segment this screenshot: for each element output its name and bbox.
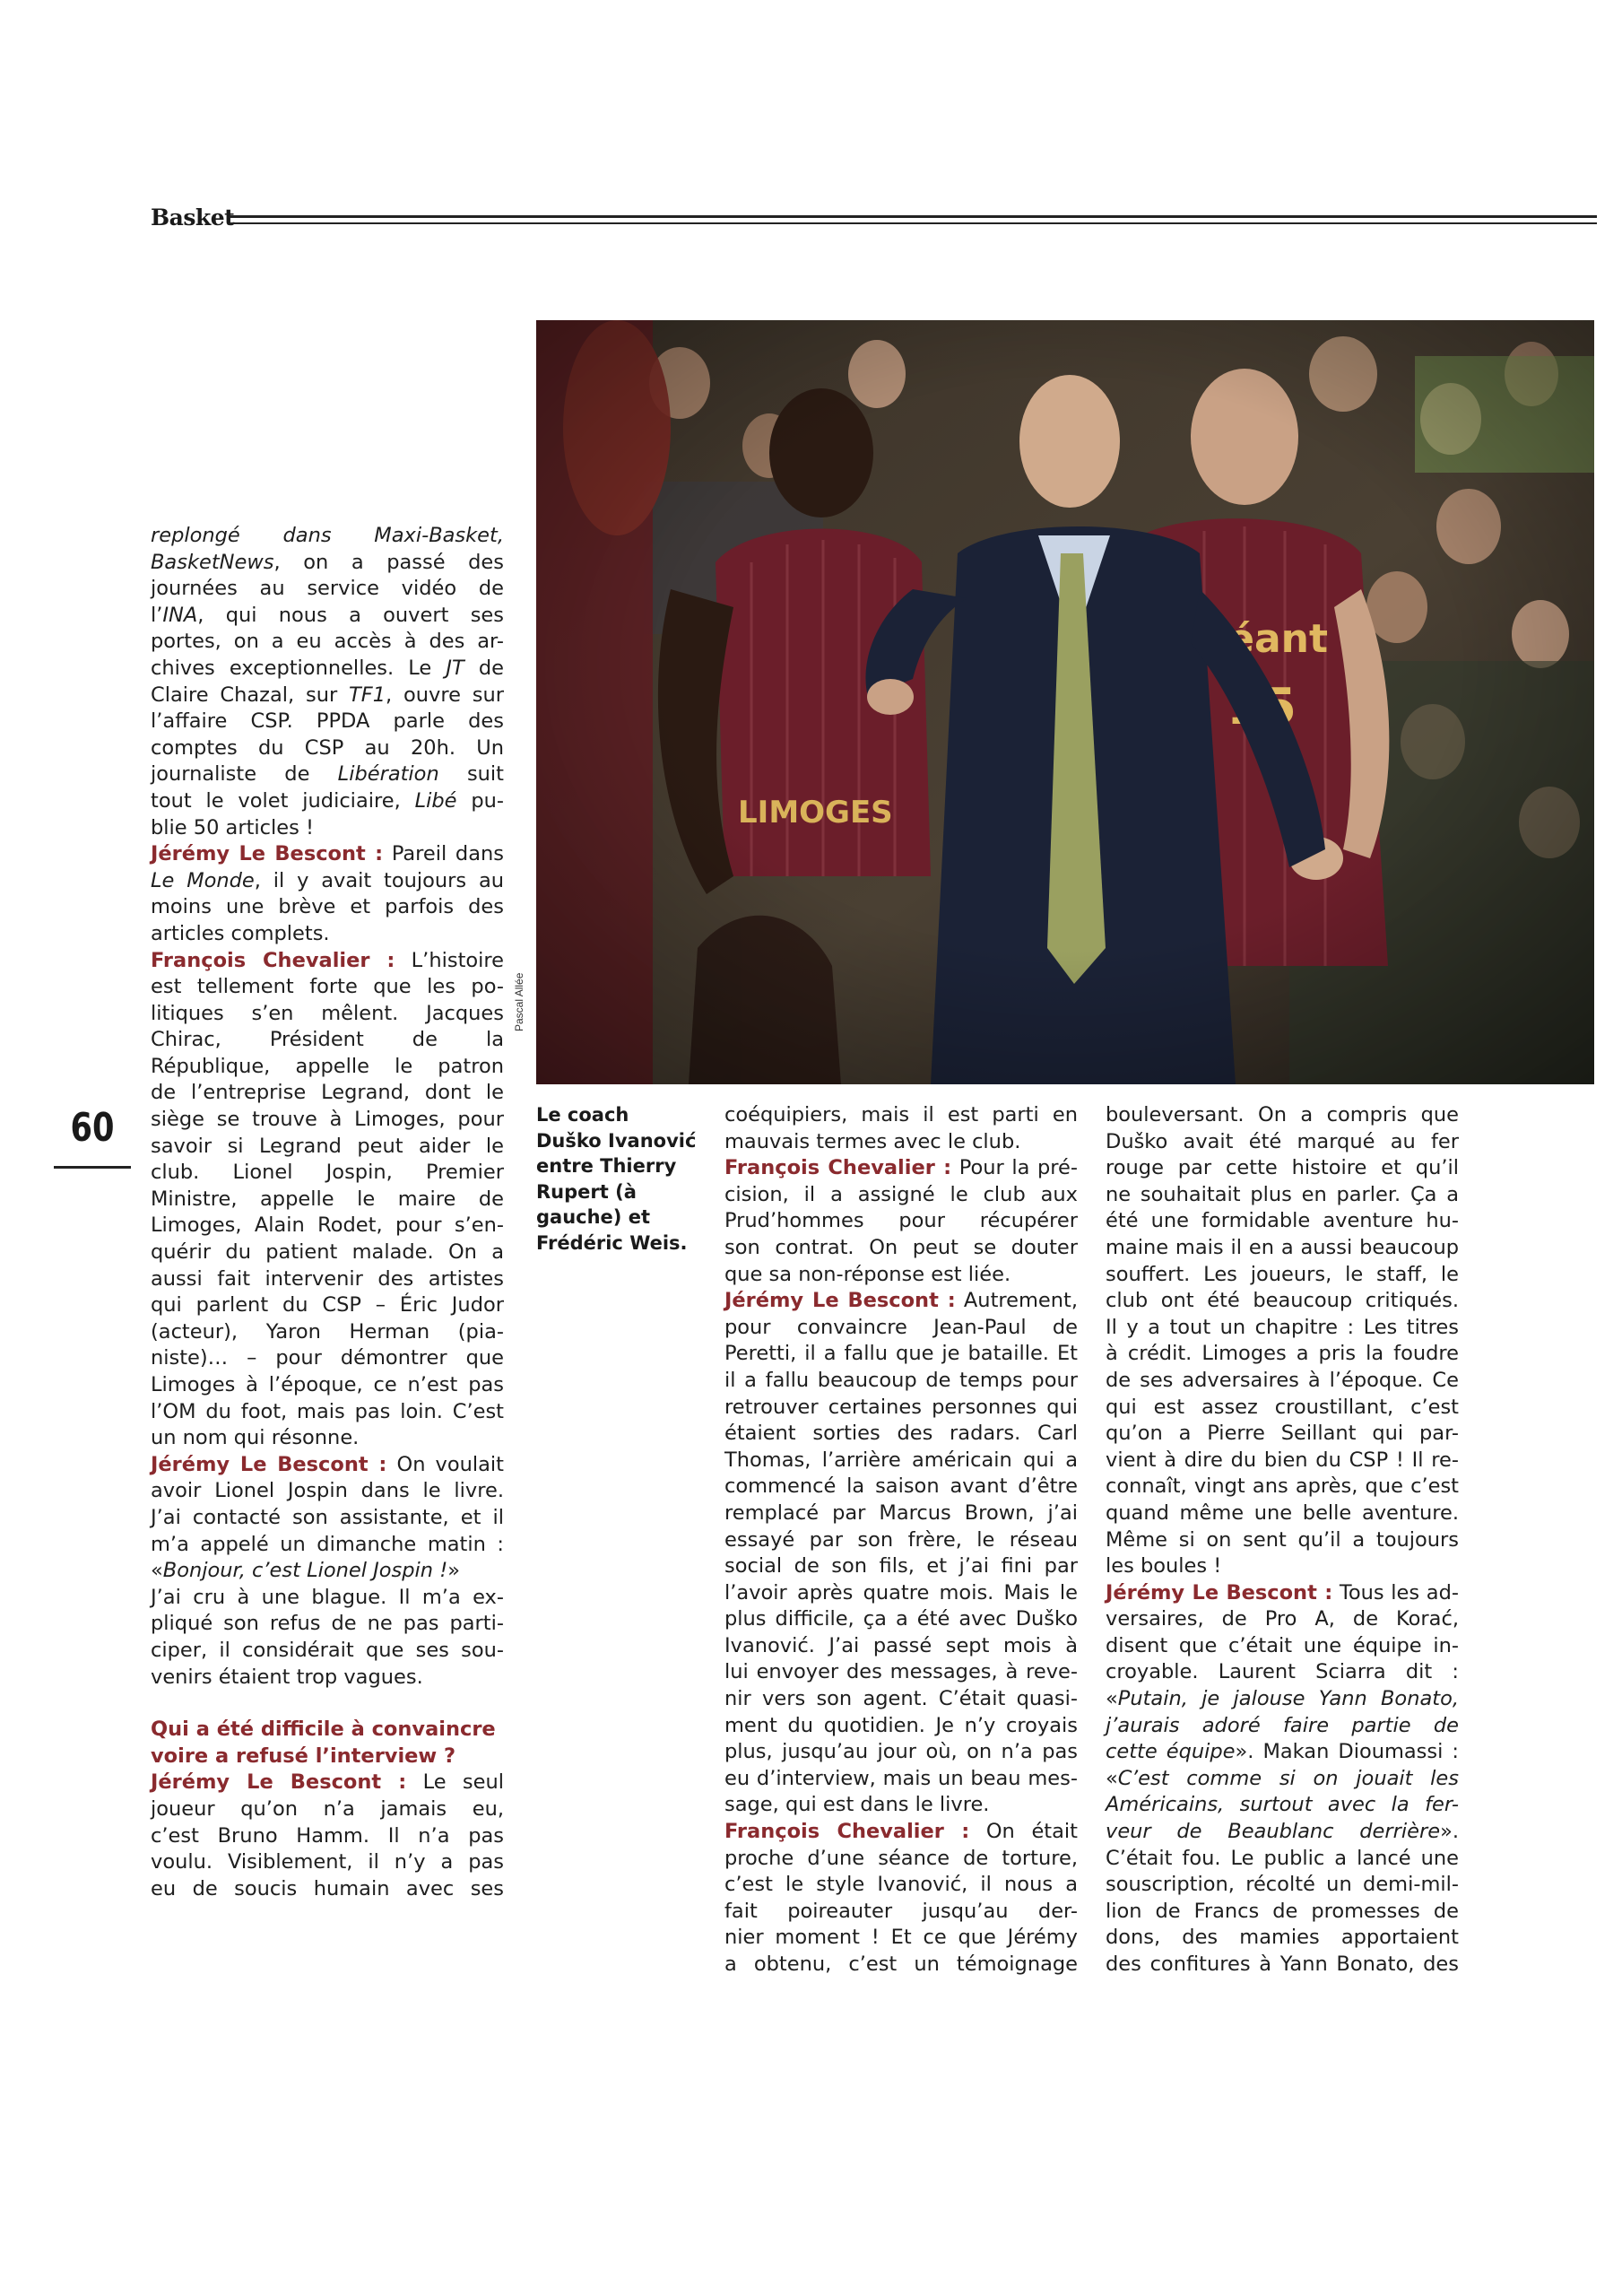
section-label: Basket [151, 204, 235, 230]
body-text: venirs étaient trop vagues. [151, 1665, 423, 1689]
caption-line: entre Thierry [536, 1155, 677, 1177]
text-line [724, 1474, 1078, 1500]
text-line [1106, 1474, 1459, 1500]
caption-line: Duško Ivanović [536, 1129, 697, 1152]
body-text: Pareil dans [383, 842, 504, 866]
article-column-3 [1106, 1102, 1459, 1979]
text-line [151, 1027, 504, 1054]
body-text: est tellement forte que les po- [151, 975, 504, 999]
text-line [151, 1849, 504, 1876]
question-heading: voire a refusé l’interview ? [151, 1744, 456, 1768]
body-text: litiques s’en mêlent. Jacques [151, 1001, 504, 1025]
header-rule-top [230, 215, 1597, 218]
body-text: qu’on a Pierre Seillant qui par- [1106, 1422, 1459, 1446]
body-text: souscription, récolté un demi-mil- [1106, 1873, 1459, 1897]
body-text: L’histoire [395, 948, 505, 972]
body-text: Autrement, [955, 1289, 1078, 1313]
body-text: club ont été beaucoup critiqués. [1106, 1289, 1459, 1313]
text-line [724, 1315, 1078, 1342]
body-text: un nom qui résonne. [151, 1426, 360, 1450]
body-text: Ivanović. J’ai passé sept mois à [724, 1633, 1078, 1657]
text-line [1106, 1129, 1459, 1156]
body-text: croyable. Laurent Sciarra dit : [1106, 1660, 1459, 1684]
text-line [151, 894, 504, 921]
body-text: Prud’hommes pour récupérer [724, 1209, 1078, 1233]
text-line [151, 1080, 504, 1107]
body-text: disent que c’était une équipe in- [1106, 1633, 1459, 1657]
text-line [151, 815, 504, 842]
photo-credit: Pascal Allée [513, 972, 525, 1031]
text-line [151, 1478, 504, 1505]
text-line [1106, 1341, 1459, 1368]
text-line [724, 1182, 1078, 1209]
body-text: sage, qui est dans le livre. [724, 1793, 990, 1817]
speaker-name: Jérémy Le Bescont : [1106, 1580, 1333, 1605]
text-line [151, 629, 504, 656]
text-line [1106, 1500, 1459, 1527]
body-text: connaît, vingt ans après, que c’est [1106, 1474, 1459, 1499]
body-text: Chirac, Président de la [151, 1028, 504, 1052]
text-line [151, 1425, 504, 1452]
italic-text: replongé dans Maxi-Basket, [151, 524, 504, 547]
body-text: joueur qu’on n’a jamais eu, [151, 1796, 504, 1821]
text-line [151, 1585, 504, 1612]
text-line [151, 1266, 504, 1293]
body-text: « [1106, 1687, 1118, 1711]
page-number-rule [54, 1166, 131, 1169]
body-text: J’ai cru à une blague. Il m’a ex- [151, 1585, 504, 1609]
body-text: nir vers son agent. C’était quasi- [724, 1687, 1078, 1711]
caption-line: Le coach [536, 1104, 629, 1126]
text-line [724, 1500, 1078, 1527]
text-line [724, 1925, 1078, 1952]
text-line [724, 1368, 1078, 1395]
body-text: niste)… – pour démontrer que [151, 1346, 504, 1370]
body-text: de l’entreprise Legrand, dont le [151, 1081, 504, 1105]
text-line [724, 1527, 1078, 1554]
text-line [724, 1395, 1078, 1422]
body-text: eu d’interview, mais un beau mes- [724, 1766, 1078, 1790]
text-line [1106, 1315, 1459, 1342]
body-text: Même si on sent qu’il a toujours [1106, 1527, 1459, 1552]
body-text: Pour la pré- [951, 1156, 1078, 1180]
text-line [724, 1846, 1078, 1873]
text-line [724, 1792, 1078, 1819]
text-line [151, 1744, 504, 1770]
body-text: plus difficile, ça a été avec Duško [724, 1607, 1078, 1631]
body-text: journées au service vidéo de [151, 577, 504, 601]
body-text: lui envoyer des messages, à reve- [724, 1660, 1078, 1684]
speaker-name: François Chevalier : [724, 1820, 970, 1844]
body-text: c’est Bruno Hamm. Il n’a pas [151, 1823, 504, 1848]
body-text: retrouver certaines personnes qui [724, 1395, 1078, 1419]
body-text: aussi fait intervenir des artistes [151, 1266, 504, 1291]
italic-text: C’est comme si on jouait les [1117, 1766, 1459, 1790]
text-line [151, 788, 504, 815]
body-text: pu- [456, 788, 504, 813]
text-line [1106, 1872, 1459, 1899]
text-line [151, 1213, 504, 1239]
body-text: avoir Lionel Jospin dans le livre. [151, 1479, 504, 1503]
body-text: étaient sorties des radars. Carl [724, 1422, 1078, 1446]
body-text: République, appelle le patron [151, 1054, 504, 1078]
body-text: il a fallu beaucoup de temps pour [724, 1368, 1078, 1392]
text-line [1106, 1553, 1459, 1580]
body-text: Limoges, Alain Rodet, pour s’en- [151, 1213, 504, 1238]
text-line [724, 1819, 1078, 1846]
text-line [1106, 1421, 1459, 1448]
text-line [151, 1532, 504, 1559]
body-text: Limoges à l’époque, ce n’est pas [151, 1373, 504, 1396]
text-line [151, 921, 504, 948]
body-text: qui est assez croustillant, c’est [1106, 1395, 1459, 1419]
text-line [1106, 1235, 1459, 1262]
body-text: essayé par son frère, le réseau [724, 1527, 1078, 1552]
text-line [1106, 1102, 1459, 1129]
text-line [151, 1611, 504, 1638]
italic-text: cette équipe [1106, 1740, 1236, 1764]
text-line [1106, 1686, 1459, 1713]
body-text: social de son fils, et j’ai fini par [724, 1554, 1078, 1578]
italic-text: Le Monde [151, 868, 255, 892]
body-text: cision, il a assigné le club aux [724, 1182, 1078, 1206]
body-text: savoir si Legrand peut aider le [151, 1134, 504, 1158]
caption-line: Rupert (à [536, 1180, 637, 1203]
text-line [151, 1505, 504, 1532]
body-text: ne souhaitait plus en parler. Ça a [1106, 1182, 1459, 1206]
text-line [724, 1713, 1078, 1740]
text-line [151, 1001, 504, 1028]
body-text: mauvais termes avec le club. [724, 1129, 1021, 1153]
caption-line: gauche) et [536, 1206, 650, 1228]
text-line [724, 1235, 1078, 1262]
body-text: blie 50 articles ! [151, 815, 315, 839]
text-line [724, 1580, 1078, 1607]
page-number: 60 [70, 1105, 115, 1151]
text-line [1106, 1527, 1459, 1554]
body-text: moins une brève et parfois des [151, 895, 504, 919]
body-text: l’ [151, 603, 163, 627]
body-text: maine mais il en a aussi beaucoup [1106, 1235, 1459, 1259]
text-line [151, 1876, 504, 1903]
text-line [151, 1292, 504, 1319]
body-text: à crédit. Limoges a pris la foudre [1106, 1342, 1459, 1366]
text-line [1106, 1182, 1459, 1209]
text-line [724, 1288, 1078, 1315]
text-line [151, 1452, 504, 1479]
body-text: dons, des mamies apportaient [1106, 1926, 1459, 1950]
body-text: club. Lionel Jospin, Premier [151, 1161, 504, 1185]
text-line [151, 576, 504, 603]
body-text: portes, on a eu accès à des ar- [151, 630, 504, 654]
body-text: On voulait [386, 1452, 504, 1476]
body-text: lion de Francs de promesses de [1106, 1899, 1459, 1923]
text-line [724, 1766, 1078, 1793]
text-line [1106, 1766, 1459, 1793]
body-text: de ses adversaires à l’époque. Ce [1106, 1368, 1459, 1392]
text-line [151, 868, 504, 895]
caption-line: Frédéric Weis. [536, 1231, 688, 1254]
text-line [151, 1107, 504, 1134]
text-line [151, 1345, 504, 1372]
italic-text: TF1 [349, 683, 386, 707]
text-line [724, 1421, 1078, 1448]
body-text: Thomas, l’arrière américain qui a [724, 1448, 1078, 1472]
text-line [151, 1239, 504, 1266]
text-line [1106, 1155, 1459, 1182]
text-line [724, 1659, 1078, 1686]
text-line [724, 1606, 1078, 1633]
text-line [724, 1129, 1078, 1156]
text-line [1106, 1288, 1459, 1315]
body-text: nier moment ! Et ce que Jérémy [724, 1926, 1078, 1950]
text-line [1106, 1846, 1459, 1873]
question-heading: Qui a été difficile à convaincre [151, 1718, 496, 1742]
text-line [724, 1155, 1078, 1182]
italic-text: Libé [414, 788, 457, 813]
body-text: chives exceptionnelles. Le [151, 656, 447, 680]
text-line [724, 1208, 1078, 1235]
body-text: Le seul [406, 1770, 504, 1795]
header-rule-bottom [230, 222, 1597, 224]
text-line [724, 1553, 1078, 1580]
paragraph-gap [151, 1691, 504, 1717]
body-text: suit [438, 762, 504, 787]
text-line [1106, 1262, 1459, 1289]
text-line [724, 1872, 1078, 1899]
body-text: été une formidable aventure hu- [1106, 1209, 1459, 1233]
text-line [724, 1899, 1078, 1926]
text-line [1106, 1633, 1459, 1660]
body-text: c’est le style Ivanović, il nous a [724, 1873, 1078, 1897]
body-text: ment du quotidien. Je n’y croyais [724, 1713, 1078, 1737]
text-line [1106, 1819, 1459, 1846]
speaker-name: Jérémy Le Bescont : [724, 1289, 956, 1313]
body-text: Claire Chazal, sur [151, 683, 350, 707]
body-text: C’était fou. Le public a lancé une [1106, 1846, 1459, 1870]
text-line [1106, 1899, 1459, 1926]
body-text: ». Makan Dioumassi : [1235, 1740, 1459, 1764]
text-line [1106, 1739, 1459, 1766]
body-text: l’OM du foot, mais pas loin. C’est [151, 1399, 504, 1423]
italic-text: j’aurais adoré faire partie de [1106, 1713, 1459, 1737]
text-line [1106, 1580, 1459, 1607]
speaker-name: Jérémy Le Bescont : [151, 1770, 407, 1795]
italic-text: BasketNews [151, 550, 274, 574]
body-text: proche d’une séance de torture, [724, 1846, 1078, 1870]
italic-text: Libération [337, 762, 439, 787]
body-text: des confitures à Yann Bonato, des [1106, 1952, 1459, 1976]
text-line [151, 974, 504, 1001]
body-text: voulu. Visiblement, il n’y a pas [151, 1850, 504, 1874]
italic-text: Bonjour, c’est Lionel Jospin ! [162, 1559, 448, 1583]
text-line [1106, 1368, 1459, 1395]
italic-text: Américains, surtout avec la fer- [1106, 1793, 1459, 1817]
text-line [151, 761, 504, 788]
text-line [1106, 1448, 1459, 1474]
photo-caption [536, 1102, 698, 1256]
speaker-name: Jérémy Le Bescont : [151, 842, 384, 866]
text-line [151, 523, 504, 550]
speaker-name: Jérémy Le Bescont : [151, 1452, 387, 1476]
body-text: l’avoir après quatre mois. Mais le [724, 1580, 1078, 1605]
body-text: plus, jusqu’au jour où, on n’a pas [724, 1740, 1078, 1764]
italic-text: JT [446, 656, 464, 680]
body-text: de [464, 656, 504, 680]
body-text: ciper, il considérait que ses sou- [151, 1638, 504, 1662]
body-text: (acteur), Yaron Herman (pia- [151, 1319, 504, 1344]
body-text: articles complets. [151, 921, 330, 945]
body-text: Duško avait été marqué au fer [1106, 1129, 1459, 1153]
body-text: bouleversant. On a compris que [1106, 1103, 1459, 1126]
text-line [151, 1187, 504, 1213]
text-line [724, 1102, 1078, 1129]
body-text: « [151, 1559, 163, 1583]
body-text: les boules ! [1106, 1554, 1222, 1578]
body-text: coéquipiers, mais il est parti en [724, 1103, 1078, 1126]
body-text: On était [969, 1820, 1078, 1844]
text-line [151, 683, 504, 709]
text-line [151, 1638, 504, 1665]
text-line [151, 948, 504, 975]
body-text: quand même une belle aventure. [1106, 1500, 1459, 1525]
text-line [151, 550, 504, 577]
italic-text: INA [162, 603, 198, 627]
speaker-name: François Chevalier : [151, 948, 395, 972]
body-text: Peretti, il a fallu que je bataille. Et [724, 1342, 1078, 1366]
body-text: tout le volet judiciaire, [151, 788, 415, 813]
text-line [1106, 1395, 1459, 1422]
article-photo [536, 320, 1594, 1084]
text-line [151, 1134, 504, 1161]
body-text: eu de soucis humain avec ses [151, 1876, 504, 1900]
body-text: vient à dire du bien du CSP ! Il re- [1106, 1448, 1459, 1472]
body-text: siège se trouve à Limoges, pour [151, 1108, 504, 1132]
text-line [1106, 1925, 1459, 1952]
text-line [151, 1717, 504, 1744]
text-line [151, 1319, 504, 1346]
text-line [151, 1823, 504, 1850]
body-text: fait poireauter jusqu’au der- [724, 1899, 1078, 1923]
body-text: souffert. Les joueurs, le staff, le [1106, 1262, 1459, 1286]
text-line [151, 656, 504, 683]
text-line [151, 1399, 504, 1426]
body-text: , ouvre sur [386, 683, 504, 707]
body-text: pliqué son refus de ne pas parti- [151, 1612, 504, 1636]
text-line [724, 1341, 1078, 1368]
text-line [1106, 1606, 1459, 1633]
body-text: remplacé par Marcus Brown, j’ai [724, 1500, 1078, 1525]
body-text: Tous les ad- [1332, 1580, 1459, 1605]
text-line [724, 1448, 1078, 1474]
italic-text: veur de Beaublanc derrière [1106, 1820, 1441, 1844]
text-line [151, 841, 504, 868]
text-line [1106, 1713, 1459, 1740]
body-text: journaliste de [151, 762, 338, 787]
text-line [151, 1796, 504, 1823]
article-column-2 [724, 1102, 1078, 1979]
text-line [151, 709, 504, 735]
text-line [151, 1160, 504, 1187]
body-text: , qui nous a ouvert ses [197, 603, 504, 627]
body-text: versaires, de Pro A, de Korać, [1106, 1607, 1459, 1631]
text-line [151, 1372, 504, 1399]
body-text: J’ai contacté son assistante, et il [151, 1505, 504, 1529]
body-text: que sa non-réponse est liée. [724, 1262, 1011, 1286]
text-line [724, 1262, 1078, 1289]
body-text: m’a appelé un dimanche matin : [151, 1532, 504, 1556]
text-line [724, 1633, 1078, 1660]
body-text: rouge par cette histoire et qu’il [1106, 1156, 1459, 1180]
body-text: comptes du CSP au 20h. Un [151, 735, 504, 760]
body-text: Il y a tout un chapitre : Les titres [1106, 1315, 1459, 1339]
text-line [1106, 1208, 1459, 1235]
body-text: Ministre, appelle le maire de [151, 1187, 504, 1211]
text-line [151, 1770, 504, 1796]
text-line [724, 1686, 1078, 1713]
text-line [1106, 1659, 1459, 1686]
body-text: qui parlent du CSP – Éric Judor [151, 1293, 504, 1318]
text-line [1106, 1792, 1459, 1819]
text-line [1106, 1952, 1459, 1979]
body-text: « [1106, 1766, 1118, 1790]
text-line [724, 1952, 1078, 1979]
text-line [151, 1665, 504, 1692]
body-text: , on a passé des [273, 550, 504, 574]
article-column-1 [151, 523, 504, 1902]
body-text: , il y avait toujours au [254, 868, 504, 892]
text-line [151, 1558, 504, 1585]
body-text: commencé la saison avant d’être [724, 1474, 1078, 1499]
text-line [151, 1054, 504, 1081]
text-line [151, 735, 504, 762]
body-text: » [447, 1559, 461, 1583]
body-text: pour convaincre Jean-Paul de [724, 1315, 1078, 1339]
body-text: l’affaire CSP. PPDA parle des [151, 709, 504, 734]
body-text: ». [1440, 1820, 1459, 1844]
body-text: quérir du patient malade. On a [151, 1240, 504, 1265]
text-line [724, 1739, 1078, 1766]
speaker-name: François Chevalier : [724, 1156, 952, 1180]
text-line [151, 603, 504, 630]
italic-text: Putain, je jalouse Yann Bonato, [1117, 1687, 1459, 1711]
body-text: son contrat. On peut se douter [724, 1235, 1078, 1259]
body-text: a obtenu, c’est un témoignage [724, 1952, 1078, 1976]
